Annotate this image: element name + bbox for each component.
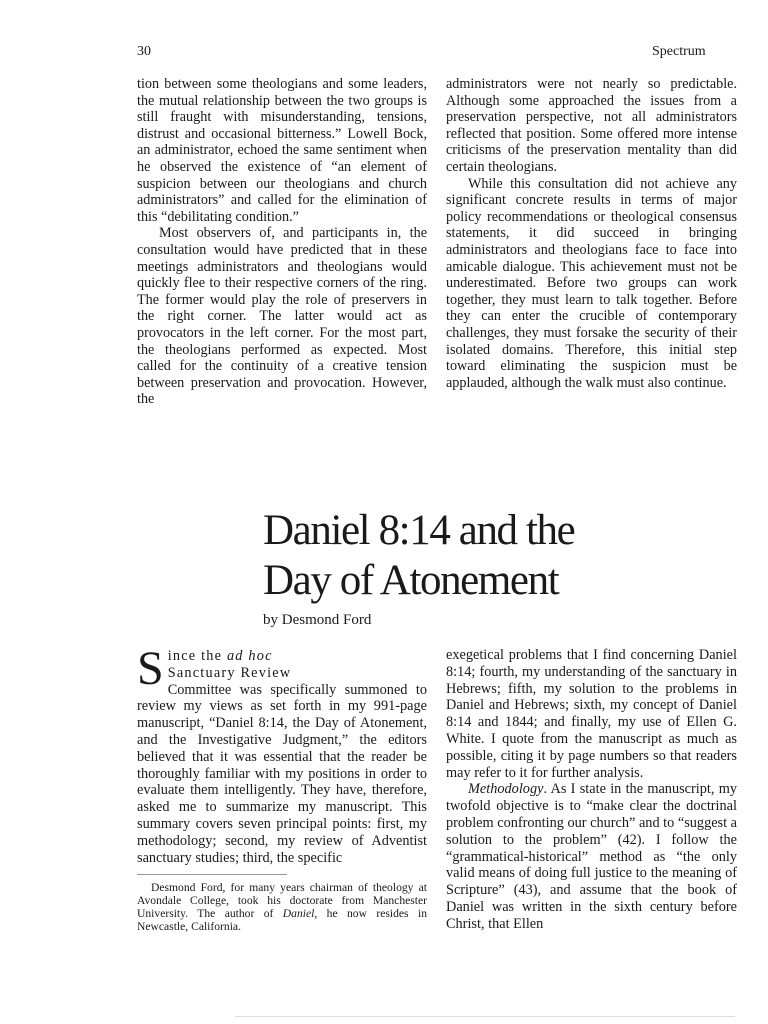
article-title — [263, 506, 733, 606]
author-note-text-2: , he now resides in Newcastle, California. — [137, 907, 427, 934]
article-title-line-1: Daniel 8:14 and the — [263, 507, 575, 554]
article-column-2 — [446, 647, 737, 933]
author-note-book: Daniel — [282, 907, 315, 921]
paragraph: Most observers of, and participants in, the consultation would have predicted that in these meetings administrators and theologians would quickly flee to their respective corners of the ring. The former would play the role of preservers in the right corner. The latter would act as provocators in the left corner. For the most part, the theologians performed as expected. Most called for the continuity of a creative tension between preservation and provocation. However, the — [137, 225, 427, 408]
page-number: 30 — [137, 44, 151, 59]
lead-rest: Committee was specifically summoned to review my views as set forth in my 991-page manuscript, “Daniel 8:14, the Day of Atonement, and the Investigative Judgment,” the editors believed that it was essential that the reader be thoroughly familiar with my positions in order to evaluate them intelligently. They have, therefore, asked me to summarize my manuscript. This summary covers seven principal points: first, my methodology; second, my review of Adventist sanctuary studies; third, the specific — [137, 681, 427, 866]
lead-paragraph — [137, 642, 427, 866]
footnote-rule — [137, 874, 287, 875]
paragraph: exegetical problems that I find concerning Daniel 8:14; fourth, my understanding of the sanctuary in Hebrews; fifth, my solution to the problems in Daniel and Hebrews; sixth, my concept of Daniel 8:14 and 1844; and finally, my use of Ellen G. White. I quote from the manuscript as much as possible, citing it by page numbers so that readers may refer to it for further analysis. — [446, 647, 737, 781]
publication-name: Spectrum — [652, 44, 706, 59]
lead-text: ince the — [167, 648, 227, 664]
article-column-1 — [137, 642, 427, 934]
previous-article-column-2 — [446, 76, 737, 391]
bottom-edge-line — [235, 1016, 735, 1017]
section-heading-methodology: Methodology — [468, 781, 544, 798]
paragraph — [446, 781, 737, 932]
lead-emphasis: ad hoc — [226, 648, 273, 664]
article-title-line-2: Day of Atonement — [263, 557, 559, 604]
drop-cap: S — [137, 642, 164, 695]
author-note — [137, 881, 427, 933]
previous-article-column-1 — [137, 76, 427, 408]
methodology-text: . As I state in the manuscript, my twofold objective is to “make clear the doctrinal problem confronting our church” and to “suggest a solution to the problem” (42). I follow the “grammatical-historical” method as “the only valid means of doing full justice to the meaning of Scripture” (43), and assume that the book of Daniel was written in the sixth century before Christ, that Ellen — [446, 781, 738, 932]
paragraph: While this consultation did not achieve any significant concrete results in terms of major policy recommendations or theological consensus statements, it did succeed in bringing administrators and theologians face to face into amicable dialogue. This achievement must not be underestimated. Before two groups can work together, they must learn to talk together. Before they can enter the crucible of contemporary challenges, they must forsake the security of their isolated domains. Therefore, this initial step toward eliminating the suspicion must be applauded, although the walk must also continue. — [446, 175, 737, 391]
paragraph: tion between some theologians and some leaders, the mutual relationship between the two groups is still fraught with misunderstanding, tensions, distrust and occasional bitterness.” Lowell Bock, an administrator, echoed the same sentiment when he observed the existence of “an element of suspicion between our theologians and church administrators” and called for the elimination of this “debilitating condition.” — [137, 76, 427, 225]
lead-text-2: Sanctuary Review — [167, 664, 292, 681]
author-note-text: Desmond Ford, for many years chairman of theology at Avondale College, took his doctorate from Manchester University. The author of — [137, 881, 427, 921]
paragraph: administrators were not nearly so predictable. Although some approached the issues from a preservation perspective, not all administrators reflected that position. Some offered more intense criticisms of the preservation mentality than did certain theologians. — [446, 76, 737, 175]
article-byline: by Desmond Ford — [263, 612, 372, 628]
